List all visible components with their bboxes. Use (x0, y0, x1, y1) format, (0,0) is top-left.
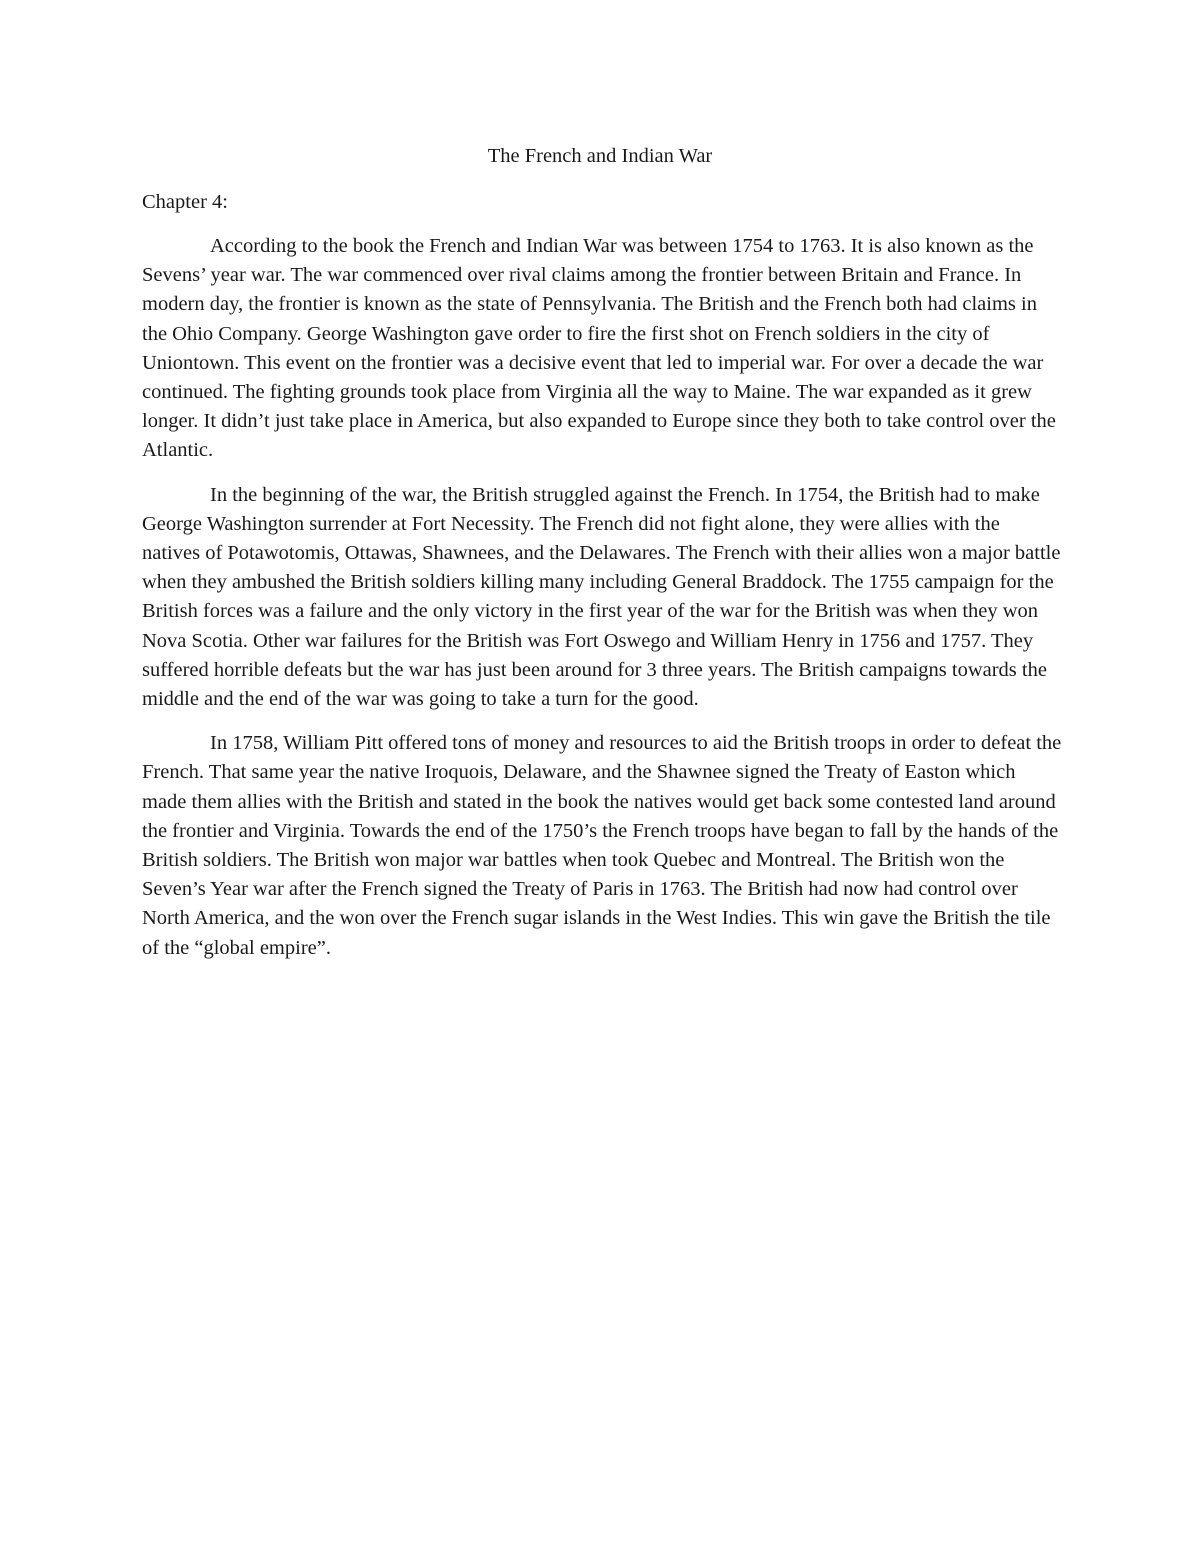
paragraph-3: In 1758, William Pitt offered tons of money and resources to aid the British troops in order to defeat the French. That same year the native Iroquois, Delaware, and the Shawnee signed the Treaty of Easton which made them allies with the British and stated in the book the natives would get back some contested land around the frontier and Virginia. Towards the end of the 1750’s the French troops have began to fall by the hands of the British soldiers. The British won major war battles when took Quebec and Montreal. The British won the Seven’s Year war after the French signed the Treaty of Paris in 1763. The British had now had control over North America, and the won over the French sugar islands in the West Indies. This win gave the British the tile of the “global empire”. (142, 732, 1062, 959)
paragraph-1: According to the book the French and Indian War was between 1754 to 1763. It is also known as the Sevens’ year war. The war commenced over rival claims among the frontier between Britain and France. In modern day, the frontier is known as the state of Pennsylvania. The British and the French both had claims in the Ohio Company. George Washington gave order to fire the first shot on French soldiers in the city of Uniontown. This event on the frontier was a decisive event that led to imperial war. For over a decade the war continued. The fighting grounds took place from Virginia all the way to Maine. The war expanded as it grew longer. It didn’t just take place in America, but also expanded to Europe since they both to take control over the Atlantic. (142, 235, 1056, 462)
document-body (142, 232, 1062, 978)
paragraph-2: In the beginning of the war, the British struggled against the French. In 1754, the British had to make George Washington surrender at Fort Necessity. The French did not fight alone, they were allies with the natives of Potawotomis, Ottawas, Shawnees, and the Delawares. The French with their allies won a major battle when they ambushed the British soldiers killing many including General Braddock. The 1755 campaign for the British forces was a failure and the only victory in the first year of the war for the British was when they won Nova Scotia. Other war failures for the British was Fort Oswego and William Henry in 1756 and 1757. They suffered horrible defeats but the war has just been around for 3 three years. The British campaigns towards the middle and the end of the war was going to take a turn for the good. (142, 483, 1061, 711)
document-title: The French and Indian War (487, 145, 713, 167)
chapter-heading: Chapter 4: (142, 191, 228, 213)
